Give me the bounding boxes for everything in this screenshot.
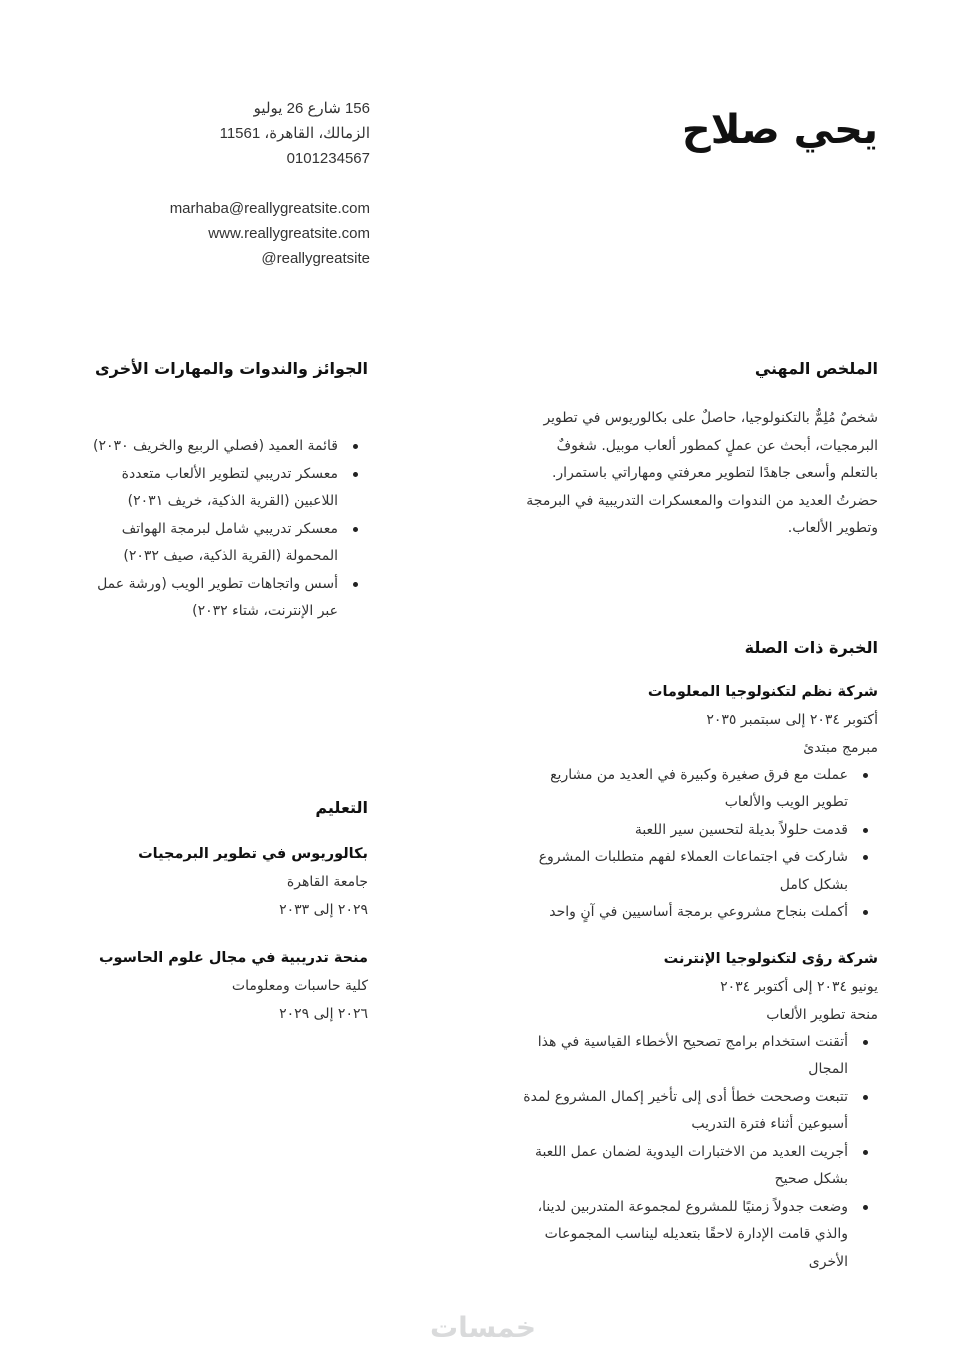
award-item: معسكر تدريبي شامل لبرمجة الهواتف المحمولة (القرية الذكية، صيف ٢٠٣٢) xyxy=(93,516,338,571)
job-bullet: شاركت في اجتماعات العملاء لفهم متطلبات المشروع بشكل كامل xyxy=(518,844,848,899)
education-section xyxy=(93,794,368,1028)
address-line-1: 156 شارع 26 يوليو xyxy=(253,100,370,117)
summary-section xyxy=(518,355,878,543)
award-item: معسكر تدريبي لتطوير الألعاب متعددة اللاعبين (القرية الذكية، خريف ٢٠٣١) xyxy=(93,461,338,516)
job-bullets xyxy=(518,1029,878,1277)
social-handle: @reallygreatsite xyxy=(261,250,370,267)
contact-spacer xyxy=(140,171,370,196)
job-bullet: وضعت جدولاً زمنيًا للمشروع لمجموعة المتدربين لدينا، والذي قامت الإدارة لاحقًا بتعديله ليناسب المجموعات الأخرى xyxy=(518,1194,848,1277)
job-bullets xyxy=(518,762,878,927)
degree-period: ٢٠٢٩ إلى ٢٠٣٣ xyxy=(279,901,368,918)
job-period: يونيو ٢٠٣٤ إلى أكتوبر ٢٠٣٤ xyxy=(720,978,878,995)
degree-institution: كلية حاسبات ومعلومات xyxy=(231,977,368,994)
job-role: منحة تطوير الألعاب xyxy=(766,1006,878,1023)
watermark-logo: خمسات xyxy=(429,1311,537,1344)
job-bullet: أكملت بنجاح مشروعي برمجة أساسيين في آنٍ واحد xyxy=(518,899,848,927)
job-role: مبرمج مبتدئ xyxy=(803,739,878,756)
award-item: قائمة العميد (فصلي الربيع والخريف ٢٠٣٠) xyxy=(93,433,338,461)
degree-title: بكالوريوس في تطوير البرمجيات xyxy=(138,845,368,862)
job-bullet: تتبعت وصححت خطأ أدى إلى تأخير إكمال المشروع لمدة أسبوعين أثناء فترة التدريب xyxy=(518,1084,848,1139)
contact-block xyxy=(140,96,370,271)
candidate-name: يحي صلاح xyxy=(681,107,878,153)
degree-period: ٢٠٢٦ إلى ٢٠٢٩ xyxy=(279,1005,368,1022)
award-item: أسس واتجاهات تطوير الويب (ورشة عمل عبر الإنترنت، شتاء ٢٠٣٢) xyxy=(93,571,338,626)
address-line-2: الزمالك، القاهرة، 11561 xyxy=(219,125,370,142)
job-bullet: عملت مع فرق صغيرة وكبيرة في العديد من مشاريع تطوير الويب والألعاب xyxy=(518,762,848,817)
experience-section xyxy=(518,634,878,1277)
job-bullet: أتقنت استخدام برامج تصحيح الأخطاء القياسية في هذا المجال xyxy=(518,1029,848,1084)
job-entry xyxy=(518,678,878,927)
side-column xyxy=(93,355,368,1028)
awards-heading: الجوائز والندوات والمهارات الأخرى xyxy=(95,359,368,378)
awards-list xyxy=(93,433,368,626)
education-heading: التعليم xyxy=(315,797,368,817)
awards-section xyxy=(93,355,368,626)
main-column xyxy=(518,355,878,1276)
job-entry xyxy=(518,945,878,1277)
experience-heading: الخبرة ذات الصلة xyxy=(744,637,878,657)
degree-entry xyxy=(93,840,368,924)
degree-institution: جامعة القاهرة xyxy=(286,873,368,890)
email-address: marhaba@reallygreatsite.com xyxy=(169,200,370,217)
job-bullet: أجريت العديد من الاختبارات اليدوية لضمان عمل اللعبة بشكل صحيح xyxy=(518,1139,848,1194)
degree-title: منحة تدريبية في مجال علوم الحاسوب xyxy=(98,949,368,966)
job-bullet: قدمت حلولاً بديلة لتحسين سير اللعبة xyxy=(518,817,848,845)
summary-text: شخصٌ مُلِمٌّ بالتكنولوجيا، حاصلٌ على بكالوريوس في تطوير البرمجيات، أبحث عن عملٍ كمطور ألعاب موبيل. شغوفٌ بالتعلم وأسعى جاهدًا لتطوير معرفتي ومهاراتي باستمرار. حضرتُ العديد من الندوات والمعسكرات التدريبية في البرمجة وتطوير الألعاب. xyxy=(526,410,878,536)
website-url: www.reallygreatsite.com xyxy=(208,225,370,242)
summary-heading: الملخص المهني xyxy=(754,359,878,378)
degree-entry xyxy=(93,944,368,1028)
job-company: شركة رؤى لتكنولوجيا الإنترنت xyxy=(663,950,878,967)
phone-number: 0101234567 xyxy=(286,150,370,167)
job-period: أكتوبر ٢٠٣٤ إلى سبتمبر ٢٠٣٥ xyxy=(706,711,878,728)
job-company: شركة نظم لتكنولوجيا المعلومات xyxy=(647,683,878,700)
